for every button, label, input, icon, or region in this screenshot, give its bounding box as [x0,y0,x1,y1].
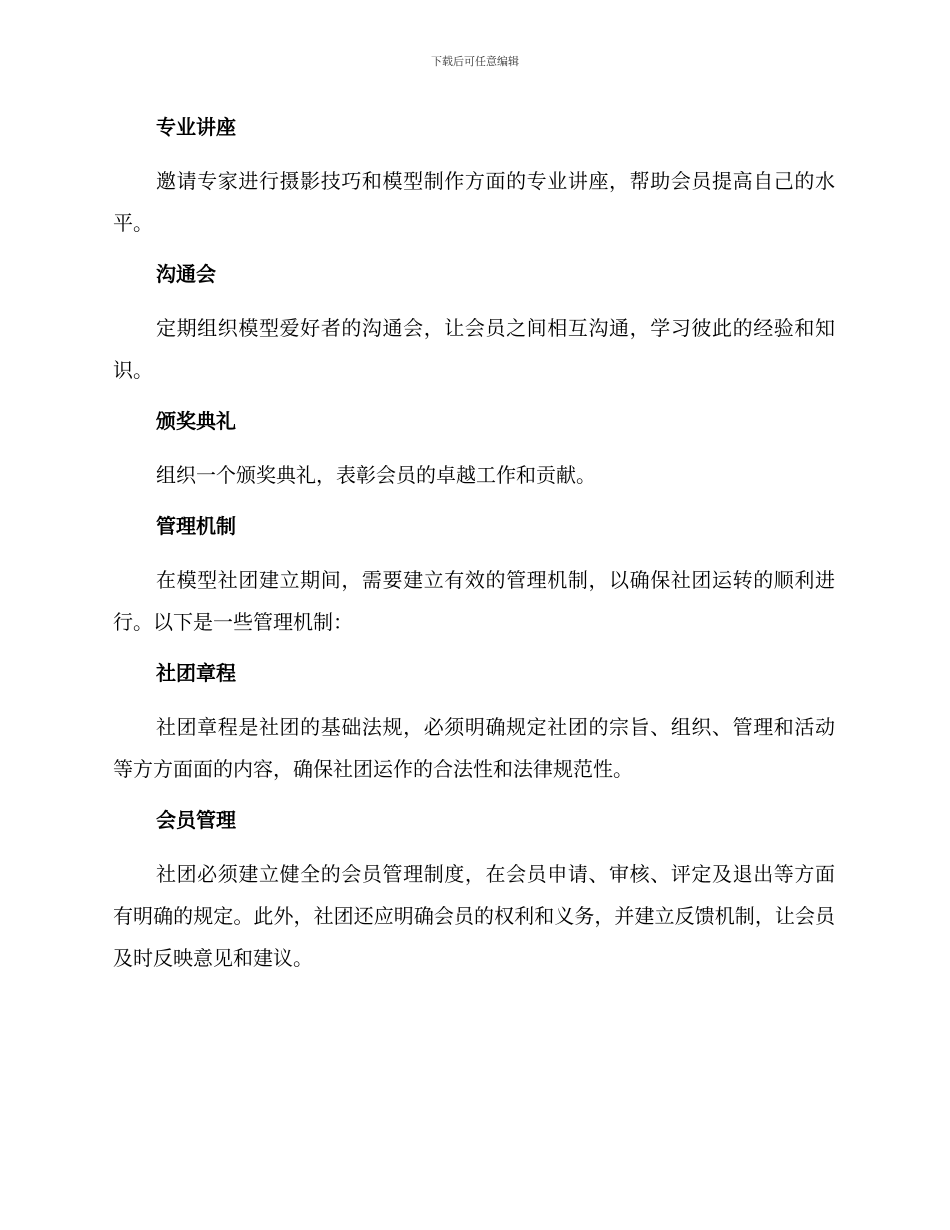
section-paragraph: 邀请专家进行摄影技巧和模型制作方面的专业讲座，帮助会员提高自己的水平。 [113,169,835,235]
section-paragraph: 定期组织模型爱好者的沟通会，让会员之间相互沟通，学习彼此的经验和知识。 [113,316,835,382]
section-paragraph: 社团必须建立健全的会员管理制度，在会员申请、审核、评定及退出等方面有明确的规定。此外，社团还应明确会员的权利和义务，并建立反馈机制，让会员及时反映意见和建议。 [113,862,835,970]
section-paragraph: 组织一个颁奖典礼，表彰会员的卓越工作和贡献。 [156,463,596,487]
section-paragraph: 在模型社团建立期间，需要建立有效的管理机制，以确保社团运转的顺利进行。以下是一些管理机制： [113,568,835,634]
section-lecture [113,107,835,244]
section-heading: 专业讲座 [156,115,236,139]
section-heading: 颁奖典礼 [156,409,236,433]
section-heading: 管理机制 [156,514,236,538]
section-heading: 会员管理 [156,808,236,832]
section-paragraph: 社团章程是社团的基础法规，必须明确规定社团的宗旨、组织、管理和活动等方方面面的内容，确保社团运作的合法性和法律规范性。 [113,715,835,781]
section-heading: 沟通会 [156,262,216,286]
section-management-mechanism [113,506,835,643]
section-award-ceremony [113,401,835,496]
page-header: 下载后可任意编辑 [431,55,519,68]
section-member-management [113,800,835,979]
section-communication [113,254,835,391]
document-body [113,107,835,989]
section-heading: 社团章程 [156,661,236,685]
section-charter [113,653,835,790]
